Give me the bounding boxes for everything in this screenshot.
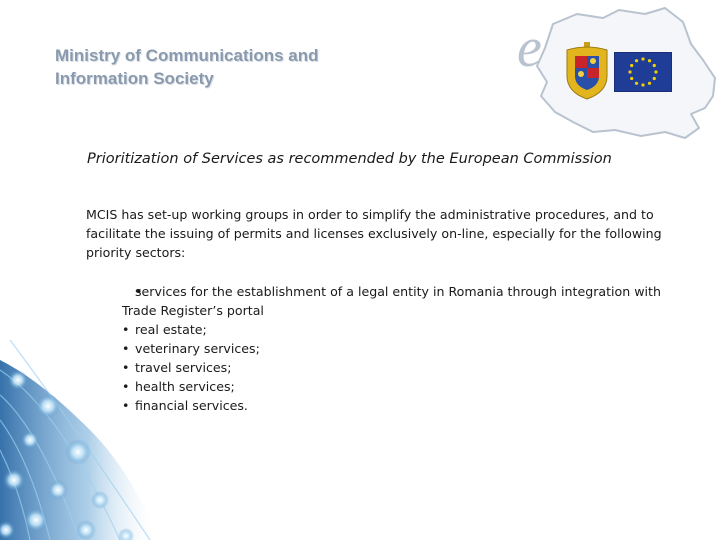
e-logo-letter: e <box>517 17 542 79</box>
eu-flag-icon <box>614 52 672 92</box>
ministry-name-line1: Ministry of Communications and <box>55 46 319 65</box>
list-item: • financial services. <box>122 396 682 415</box>
priority-sectors-list <box>122 282 682 415</box>
list-item: • travel services; <box>122 358 682 377</box>
intro-paragraph: MCIS has set-up working groups in order to simplify the administrative procedures, and to facilitate the issuing of permits and licenses exclusively on-line, especially for the following priority sectors: <box>86 207 662 260</box>
list-item: • veterinary services; <box>122 339 682 358</box>
list-item: • real estate; <box>122 320 682 339</box>
section-title: Prioritization of Services as recommended by the European Commission <box>87 151 612 167</box>
ministry-name-line2: Information Society <box>55 69 214 88</box>
list-item: • services for the establishment of a legal entity in Romania through integration with Trade Register’s portal <box>122 282 682 320</box>
coat-of-arms-icon <box>563 42 611 100</box>
ministry-name <box>55 44 375 90</box>
list-item: • health services; <box>122 377 682 396</box>
